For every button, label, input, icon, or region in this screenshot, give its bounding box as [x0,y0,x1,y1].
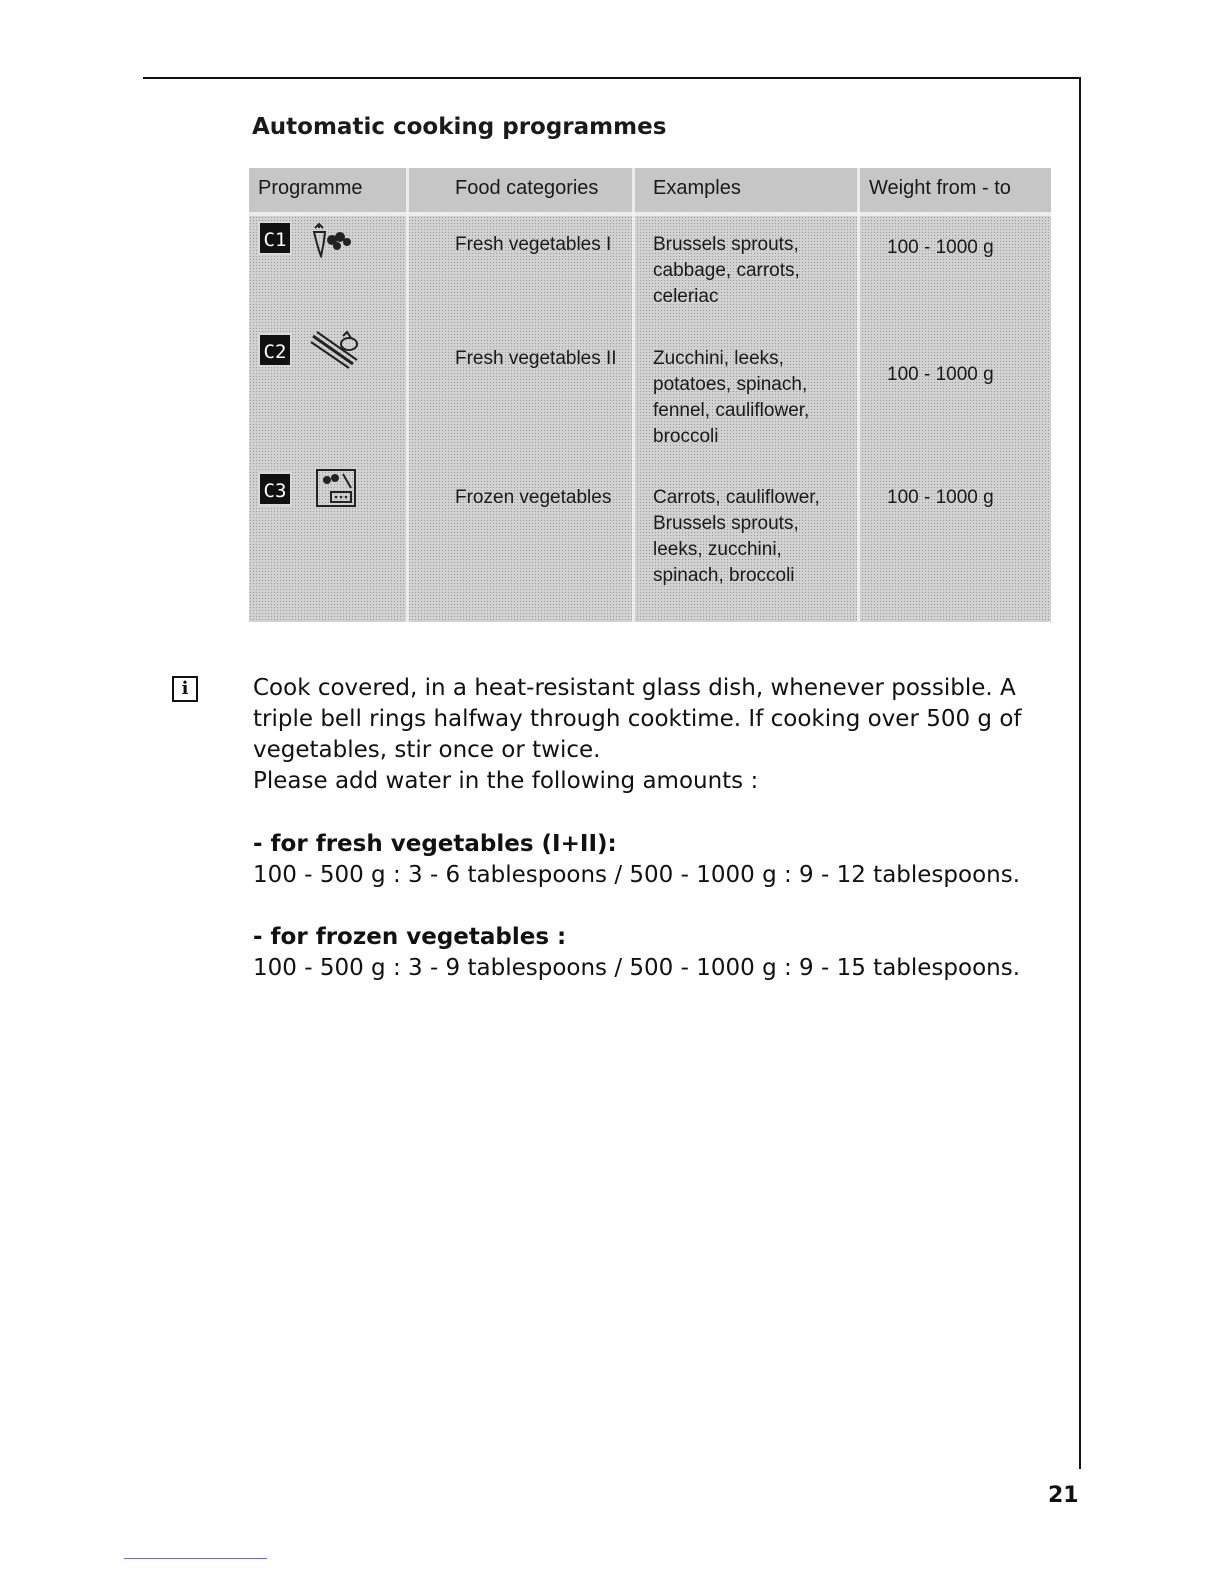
table-header-row [249,168,1051,212]
column-divider [632,168,635,622]
weight-range: 100 - 1000 g [887,487,994,508]
header-divider [249,212,1051,216]
programme-badge-c3: C3 [258,472,292,506]
info-line-1: Cook covered, in a heat-resistant glass dish, whenever possible. A [253,675,1016,701]
examples-cell: Brussels sprouts, cabbage, carrots, celeriac [653,234,800,307]
info-line-3: vegetables, stir once or twice. [253,737,601,763]
info-icon: i [172,676,198,702]
fresh-heading: - for fresh vegetables (I+II): [253,831,617,857]
right-rule [1079,77,1081,1469]
vegetables-bunch-icon [307,222,357,258]
frozen-vegetables-pack-icon [315,468,357,508]
header-food-categories: Food categories [455,177,599,199]
programme-badge-c2: C2 [258,333,292,367]
header-examples: Examples [653,177,741,199]
column-divider [857,168,860,622]
programme-badge-c1: C1 [258,221,292,255]
header-programme: Programme [258,177,363,199]
leek-vegetables-icon [309,330,365,370]
column-divider [406,168,409,622]
fresh-amounts: 100 - 500 g : 3 - 6 tablespoons / 500 - 1000 g : 9 - 12 tablespoons. [253,862,1021,888]
frozen-amounts: 100 - 500 g : 3 - 9 tablespoons / 500 - 1000 g : 9 - 15 tablespoons. [253,955,1021,981]
examples-cell: Zucchini, leeks, potatoes, spinach, fennel, cauliflower, broccoli [653,348,810,447]
frozen-heading: - for frozen vegetables : [253,924,567,950]
header-weight: Weight from - to [869,177,1011,199]
food-category: Fresh vegetables I [455,234,612,255]
page-number: 21 [1048,1483,1079,1508]
food-category: Frozen vegetables [455,487,612,508]
programme-table [249,168,1051,622]
weight-range: 100 - 1000 g [887,237,994,258]
info-line-4: Please add water in the following amounts : [253,768,759,794]
section-title: Automatic cooking programmes [252,114,667,140]
weight-range: 100 - 1000 g [887,364,994,385]
examples-cell: Carrots, cauliflower, Brussels sprouts, leeks, zucchini, spinach, broccoli [653,487,820,586]
bottom-link-line [124,1558,267,1559]
top-rule [143,77,1081,79]
food-category: Fresh vegetables II [455,348,617,369]
info-line-2: triple bell rings halfway through cooktime. If cooking over 500 g of [253,706,1022,732]
